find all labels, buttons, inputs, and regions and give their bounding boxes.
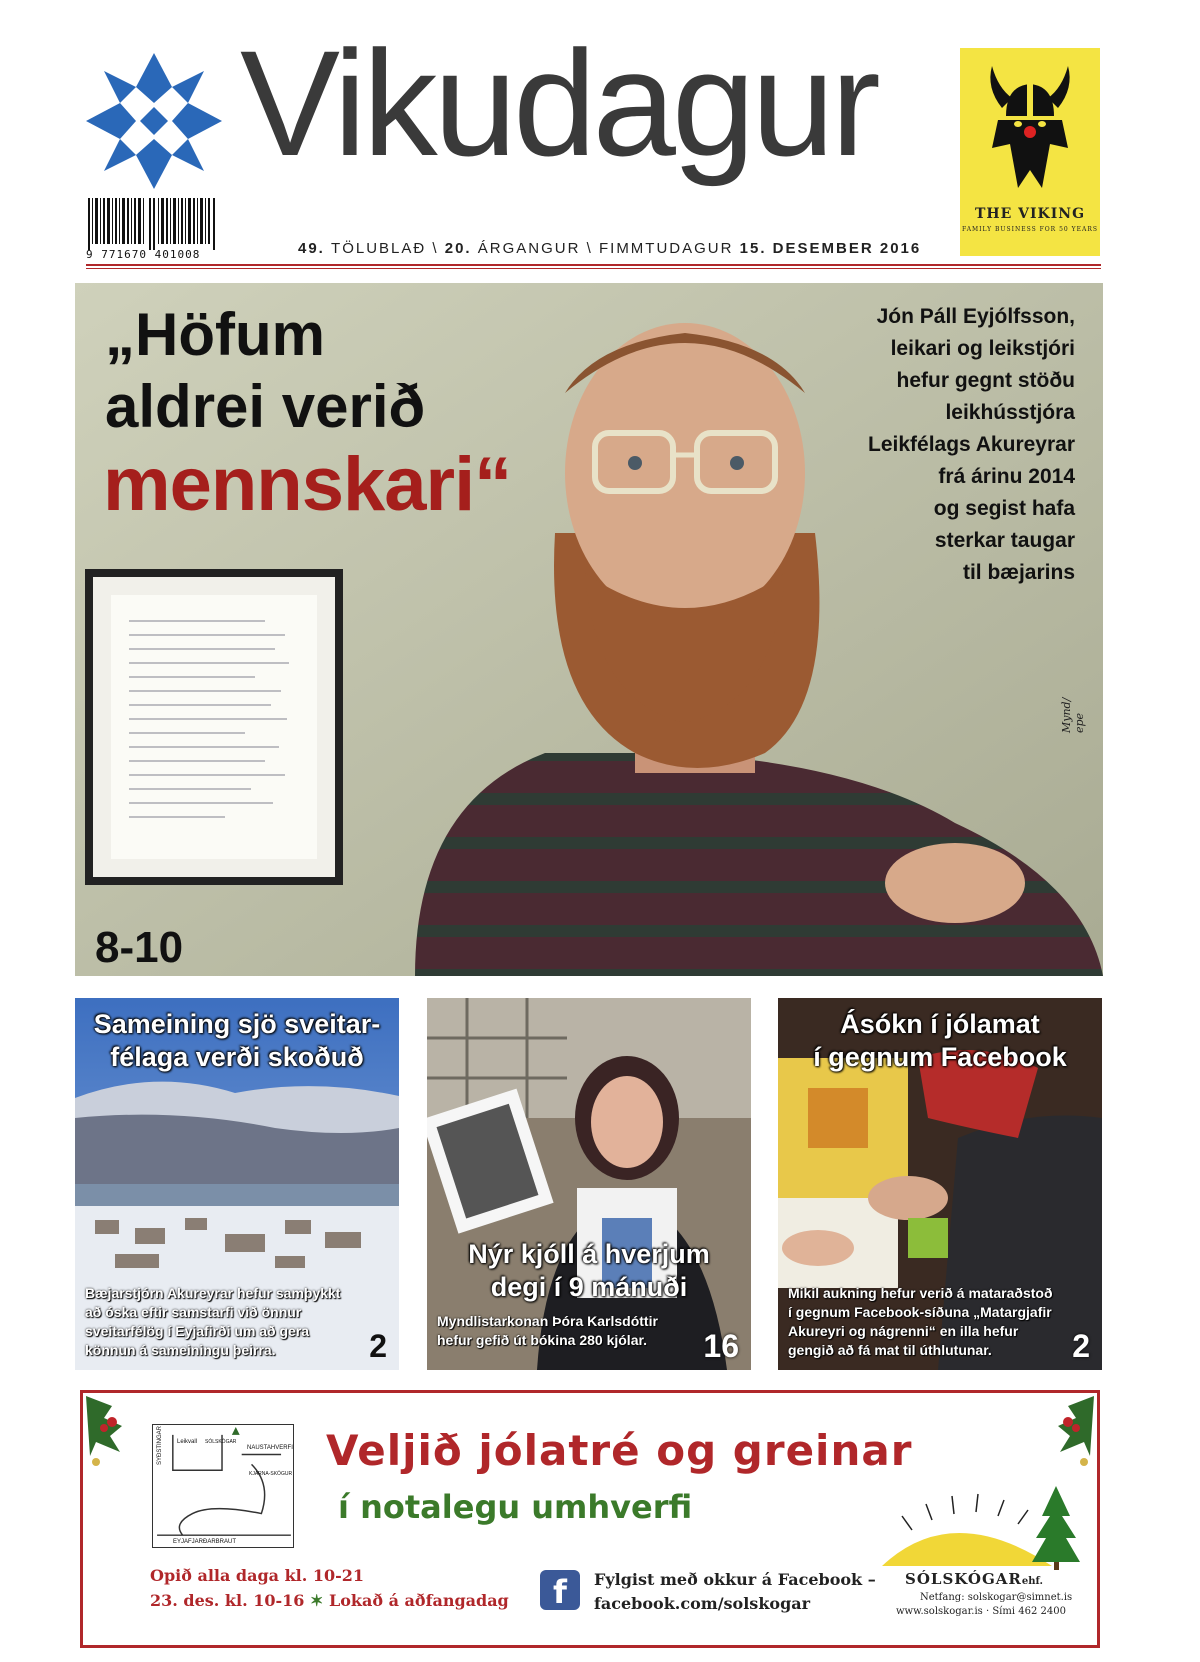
blurb-line: Bæjarstjórn Akureyrar hefur samþykkt xyxy=(85,1285,341,1301)
blurb-line: könnun á sameiningu þeirra. xyxy=(85,1342,276,1358)
story-blurb xyxy=(437,1312,658,1350)
blurb-line: í gegnum Facebook-síðuna „Matargjafir xyxy=(788,1304,1052,1320)
headline-line-3: mennskari“ xyxy=(103,442,512,527)
weekday: FIMMTUDAGUR xyxy=(598,240,734,257)
story-title-line: Ásókn í jólamat xyxy=(840,1009,1040,1039)
facebook-follow-text: Fylgist með okkur á Facebook – xyxy=(594,1570,876,1589)
deck-line: sterkar taugar xyxy=(934,529,1075,552)
story-title-line: í gegnum Facebook xyxy=(813,1042,1067,1072)
company-name-text: SÓLSKÓGAR xyxy=(905,1570,1022,1588)
map-label: SÓLSKÓGAR xyxy=(205,1439,237,1445)
issue-label: TÖLUBLAÐ xyxy=(331,240,427,257)
deck-line: og segist hafa xyxy=(933,497,1075,520)
separator: \ xyxy=(586,240,593,257)
photo-credit: Mynd/ epe xyxy=(1060,697,1086,733)
deck-line: Leikfélags Akureyrar xyxy=(868,433,1075,456)
volume-number: 20. xyxy=(444,240,472,257)
deck-line: leikari og leikstjóri xyxy=(890,337,1075,360)
barcode-number: 9 771670 401008 xyxy=(86,248,201,261)
blurb-line: hefur gefið út bókina 280 kjólar. xyxy=(437,1332,648,1348)
story-blurb xyxy=(788,1284,1053,1360)
story-title xyxy=(427,1238,751,1304)
story-title-line: félaga verði skoðuð xyxy=(110,1042,364,1072)
blurb-line: gengið að fá mat til úthlutunar. xyxy=(788,1342,992,1358)
facebook-icon[interactable]: f xyxy=(540,1570,580,1610)
viking-tagline: FAMILY BUSINESS FOR 50 YEARS xyxy=(962,226,1098,233)
closed-note: Lokað á aðfangadag xyxy=(328,1591,509,1610)
facebook-link[interactable]: facebook.com/solskogar xyxy=(594,1594,811,1613)
directions-map xyxy=(152,1424,294,1548)
blurb-line: Mikil aukning hefur verið á mataraðstoð xyxy=(788,1285,1053,1301)
story-title-line: Nýr kjóll á hverjum xyxy=(468,1239,710,1269)
holly-decoration-icon xyxy=(1028,1392,1098,1472)
contact-web-phone[interactable]: www.solskogar.is · Sími 462 2400 xyxy=(896,1606,1066,1617)
story-title xyxy=(75,1008,399,1074)
story-page-number: 2 xyxy=(1072,1328,1090,1364)
blurb-line: sveitarfélög í Eyjafirði um að gera xyxy=(85,1323,310,1339)
volume-label: ÁRGANGUR xyxy=(477,240,581,257)
deck-line: frá árinu 2014 xyxy=(938,465,1075,488)
blurb-line: að óska eftir samstarfi við önnur xyxy=(85,1304,302,1320)
story-title-line: Sameining sjö sveitar- xyxy=(93,1009,381,1039)
ad-subheadline: í notalegu umhverfi xyxy=(338,1488,693,1526)
map-label: EYJAFJARÐARBRAUT xyxy=(173,1539,237,1545)
main-feature[interactable] xyxy=(75,283,1103,976)
issue-number: 49. xyxy=(298,240,325,257)
map-label: SYÐSTINGAR xyxy=(157,1425,163,1465)
barcode-icon xyxy=(86,198,218,250)
story-page-number: 16 xyxy=(703,1328,739,1364)
masthead-title: Vikudagur xyxy=(240,19,877,187)
separator: \ xyxy=(432,240,439,257)
holly-decoration-icon xyxy=(82,1392,152,1472)
story-page-number: 2 xyxy=(369,1328,387,1364)
story-title-line: degi í 9 mánuði xyxy=(490,1272,688,1302)
header-divider xyxy=(86,268,1101,269)
map-label: KJARNA-SKÓGUR xyxy=(249,1471,293,1477)
headline-line-1: „Höfum xyxy=(105,301,325,368)
company-suffix: ehf. xyxy=(1021,1576,1043,1587)
headline-line-2: aldrei verið xyxy=(105,373,426,440)
map-label: NAUSTAHVERFI xyxy=(247,1445,293,1451)
deck-line: hefur gegnt stöðu xyxy=(896,369,1075,392)
star-separator-icon: ✶ xyxy=(309,1591,324,1610)
viking-head-icon xyxy=(980,58,1080,198)
issue-date: 15. DESEMBER 2016 xyxy=(739,240,922,257)
map-label: Leikvall xyxy=(177,1439,198,1445)
holiday-hours-text: 23. des. kl. 10-16 xyxy=(150,1591,305,1610)
ad-headline: Veljið jólatré og greinar xyxy=(326,1426,913,1475)
feature-deck xyxy=(815,301,1075,589)
story-card-dress-book[interactable] xyxy=(427,998,751,1370)
star-logo-icon xyxy=(86,53,222,189)
blurb-line: Myndlistarkonan Þóra Karlsdóttir xyxy=(437,1313,658,1329)
viking-brand: THE VIKING xyxy=(974,206,1086,222)
deck-line: Jón Páll Eyjólfsson, xyxy=(876,305,1075,328)
solskogar-logo-icon xyxy=(872,1480,1088,1572)
story-card-municipal-merger[interactable] xyxy=(75,998,399,1370)
deck-line: leikhússtjóra xyxy=(945,401,1075,424)
deck-line: til bæjarins xyxy=(962,561,1075,584)
story-title xyxy=(778,1008,1102,1074)
opening-hours: Opið alla daga kl. 10-21 xyxy=(150,1566,365,1585)
blurb-line: Akureyri og nágrenni“ en illa hefur xyxy=(788,1323,1019,1339)
story-card-christmas-food[interactable] xyxy=(778,998,1102,1370)
viking-advertisement[interactable] xyxy=(960,48,1100,256)
contact-email[interactable]: Netfang: solskogar@simnet.is xyxy=(920,1592,1073,1603)
company-name xyxy=(905,1570,1043,1588)
story-blurb xyxy=(85,1284,340,1360)
page-reference: 8-10 xyxy=(95,923,184,972)
issue-line xyxy=(298,240,921,257)
header-divider xyxy=(86,264,1101,266)
holiday-hours xyxy=(150,1591,509,1610)
